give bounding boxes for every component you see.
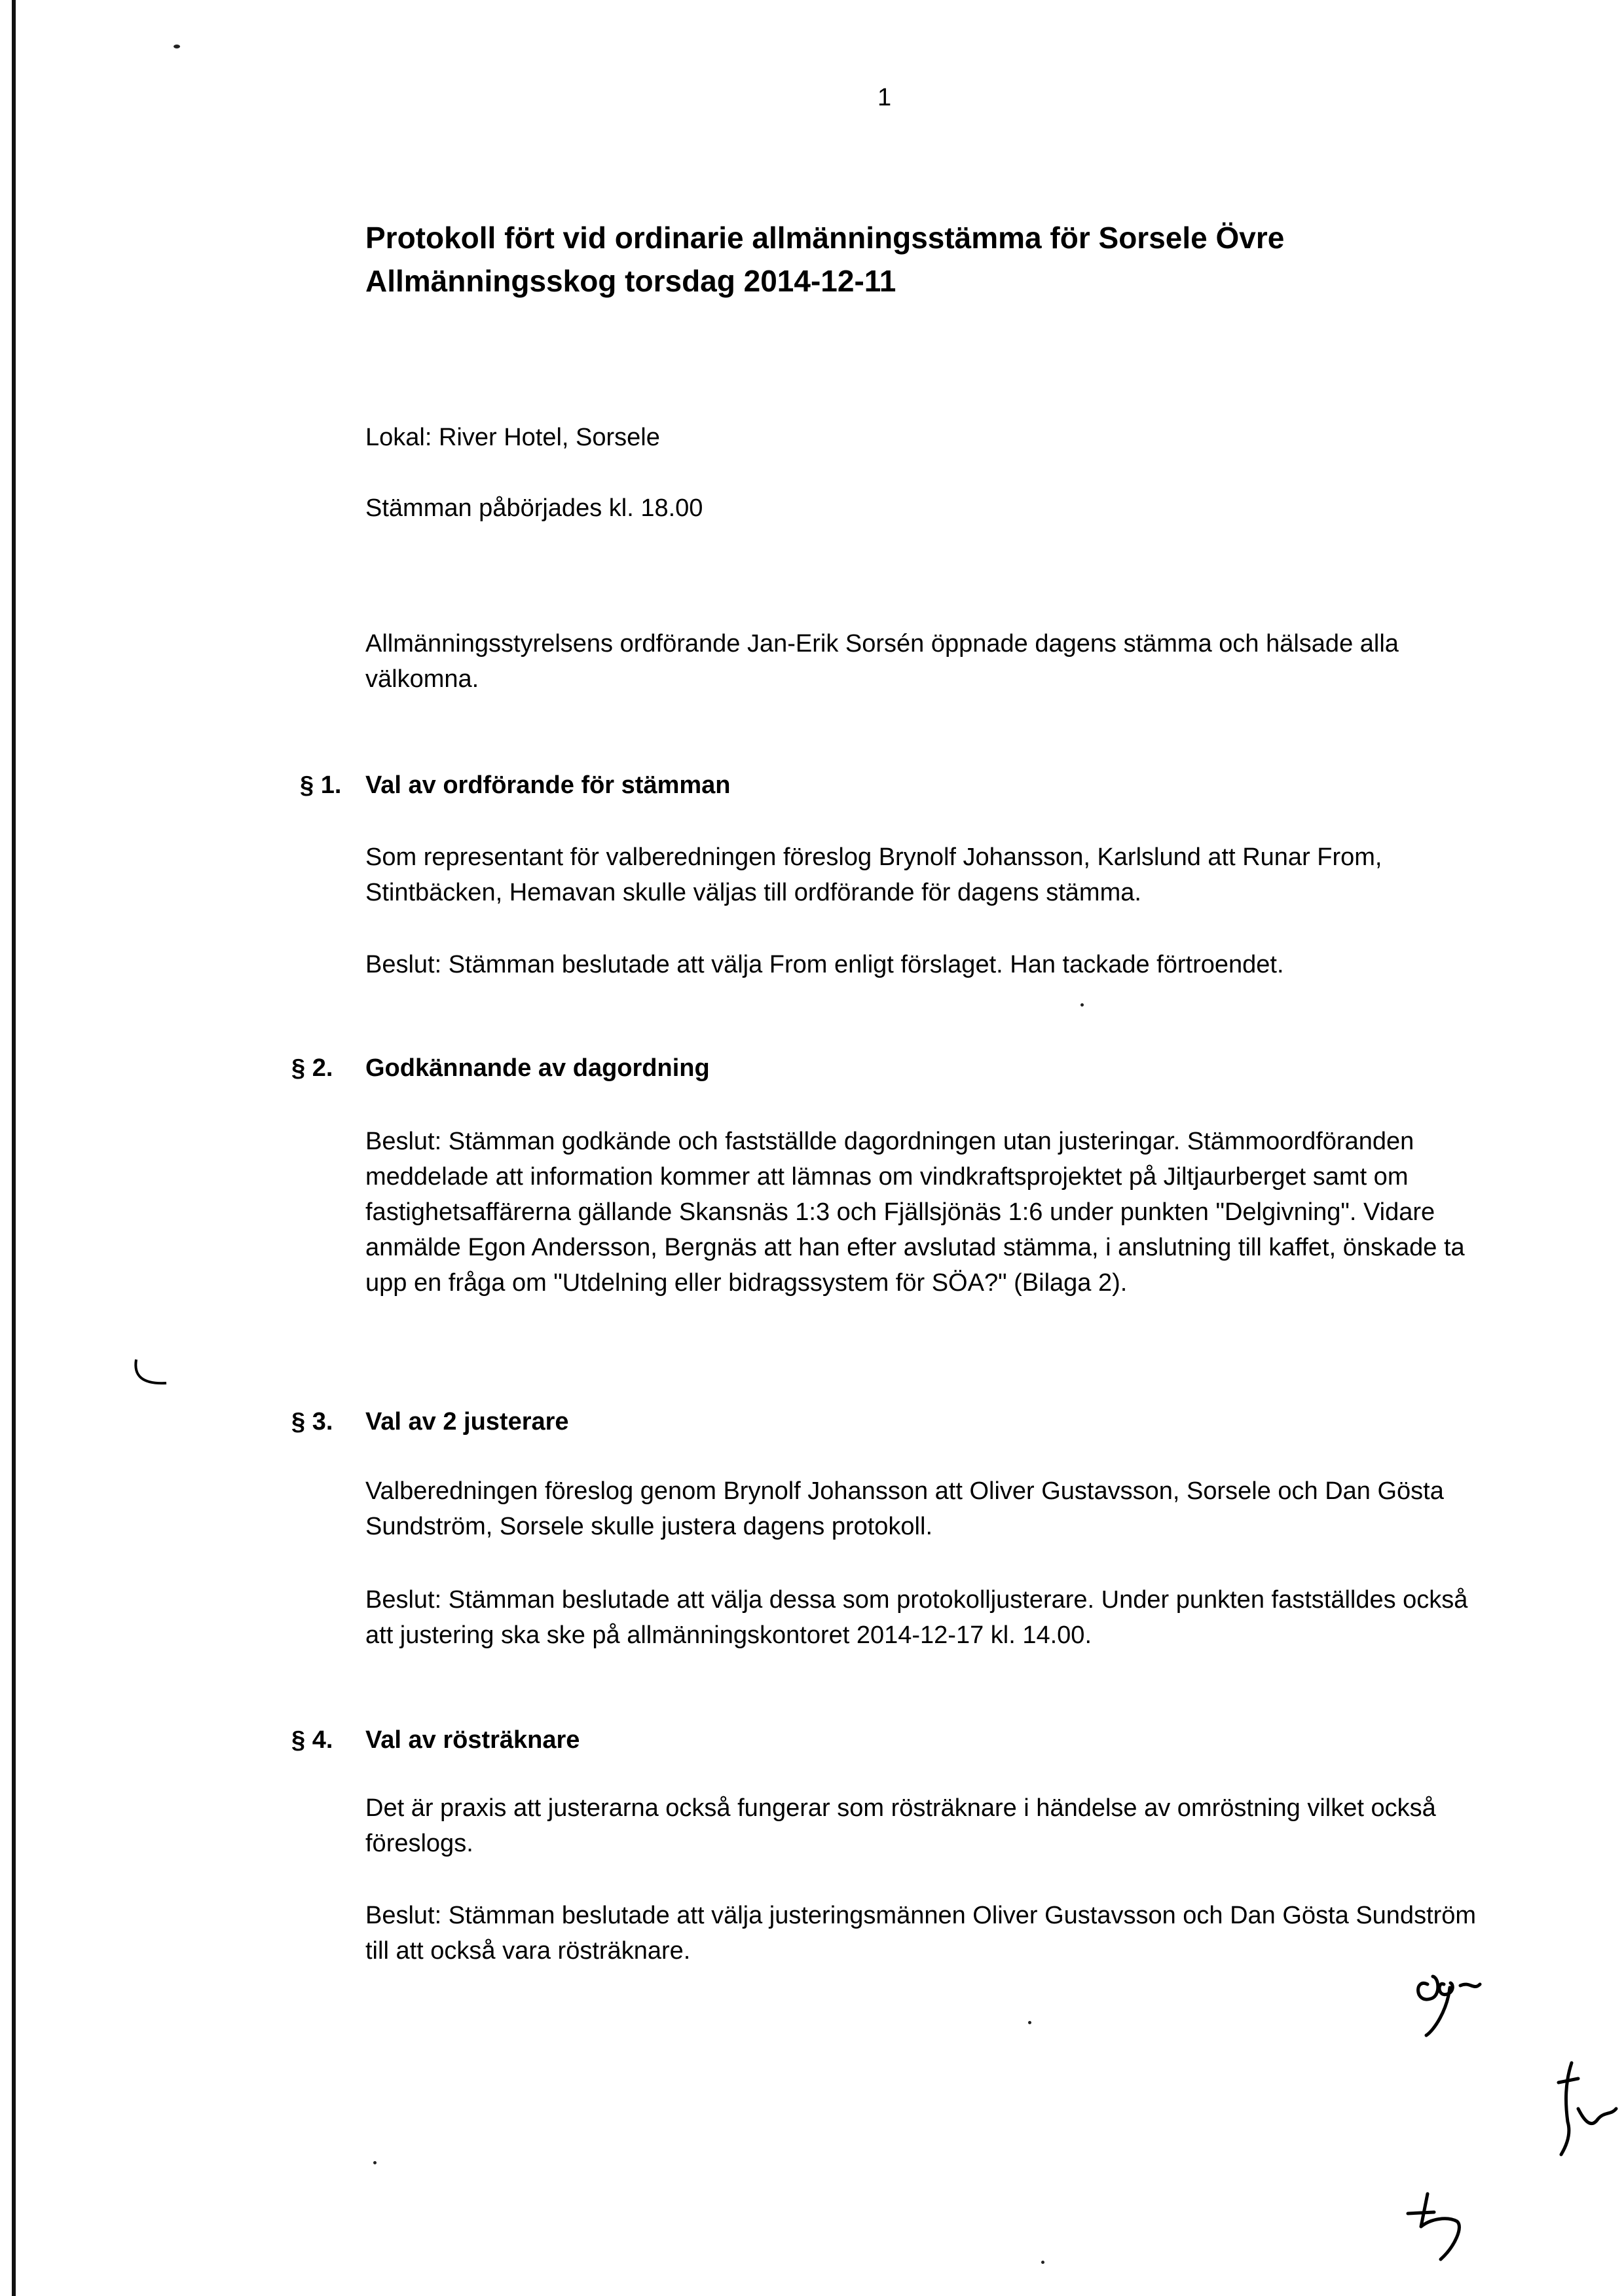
section-3-number: § 3. bbox=[291, 1408, 333, 1435]
signature-initials-2 bbox=[1545, 2056, 1624, 2161]
section-1-title: Val av ordförande för stämman bbox=[365, 771, 731, 799]
section-1-paragraph-2: Beslut: Stämman beslutade att välja From enligt förslaget. Han tackade förtroendet. bbox=[365, 951, 1284, 978]
scan-speck bbox=[1028, 2021, 1031, 2024]
section-4-paragraph-2: Beslut: Stämman beslutade att välja justeringsmännen Oliver Gustavsson och Dan Gösta Sundström till att också vara rösträknare. bbox=[365, 1902, 1477, 1965]
page-number: 1 bbox=[877, 84, 892, 111]
section-4-number: § 4. bbox=[291, 1726, 333, 1754]
signature-initials-1 bbox=[1408, 1958, 1513, 2043]
document-title bbox=[365, 216, 1544, 303]
start-time-line: Stämman påbörjades kl. 18.00 bbox=[365, 494, 703, 522]
scan-speck bbox=[1041, 2261, 1044, 2264]
section-3-paragraph-2: Beslut: Stämman beslutade att välja dessa som protokolljusterare. Under punkten fastställdes också att justering ska ske på allmänningskontoret 2014-12-17 kl. 14.00. bbox=[365, 1586, 1468, 1649]
venue-line: Lokal: River Hotel, Sorsele bbox=[365, 424, 660, 451]
signature-initials-3 bbox=[1395, 2187, 1480, 2266]
scan-speck bbox=[1080, 1003, 1084, 1007]
section-2-title: Godkännande av dagordning bbox=[365, 1054, 710, 1082]
title-line-2: Allmänningsskog torsdag 2014-12-11 bbox=[365, 264, 896, 298]
section-3-title: Val av 2 justerare bbox=[365, 1408, 569, 1435]
scan-edge bbox=[12, 0, 16, 2296]
section-2-paragraph-1: Beslut: Stämman godkände och fastställde dagordningen utan justeringar. Stämmoordföranden meddelade att information kommer att lämnas om vindkraftsprojektet på Jiltjaurberget samt om fastighetsaffärerna gällande Skansnäs 1:3 och Fjällsjönäs 1:6 under punkten "Delgivning". Vidare anmälde Egon Andersson, Bergnäs att han efter avslutad stämma, i anslutning till kaffet, önskade ta upp en fråga om "Utdelning eller bidragssystem för SÖA?" (Bilaga 2). bbox=[365, 1128, 1465, 1297]
scan-speck bbox=[373, 2161, 377, 2164]
section-1-number: § 1. bbox=[300, 771, 342, 799]
margin-mark bbox=[128, 1356, 181, 1395]
intro-paragraph: Allmänningsstyrelsens ordförande Jan-Erik Sorsén öppnade dagens stämma och hälsade alla välkomna. bbox=[365, 630, 1399, 693]
title-line-1: Protokoll fört vid ordinarie allmänningsstämma för Sorsele Övre bbox=[365, 221, 1285, 255]
scan-speck bbox=[174, 45, 180, 48]
section-1-paragraph-1: Som representant för valberedningen föreslog Brynolf Johansson, Karlslund att Runar From, Stintbäcken, Hemavan skulle väljas till ordförande för dagens stämma. bbox=[365, 843, 1382, 906]
section-4-title: Val av rösträknare bbox=[365, 1726, 580, 1754]
section-2-number: § 2. bbox=[291, 1054, 333, 1082]
section-3-paragraph-1: Valberedningen föreslog genom Brynolf Johansson att Oliver Gustavsson, Sorsele och Dan Gösta Sundström, Sorsele skulle justera dagens protokoll. bbox=[365, 1477, 1444, 1540]
section-4-paragraph-1: Det är praxis att justerarna också fungerar som rösträknare i händelse av omröstning vilket också föreslogs. bbox=[365, 1794, 1436, 1857]
